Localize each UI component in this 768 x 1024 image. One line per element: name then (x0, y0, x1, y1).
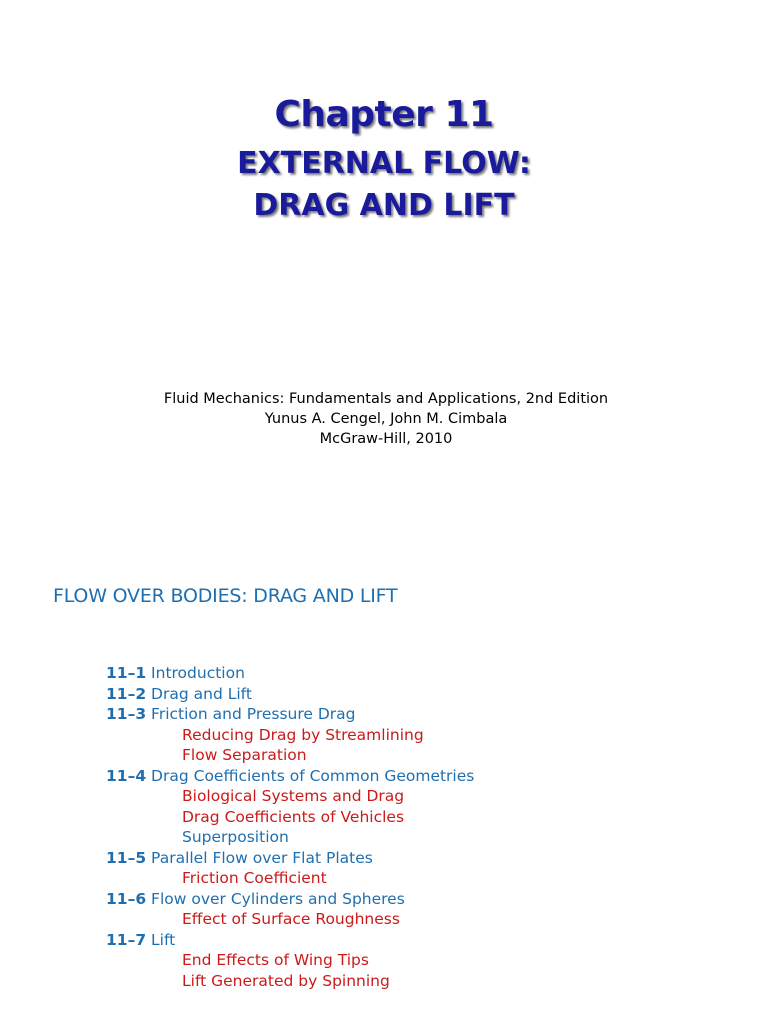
section-heading: FLOW OVER BODIES: DRAG AND LIFT (53, 585, 398, 607)
toc-section (106, 848, 474, 869)
toc-section-number: 11–3 (106, 705, 147, 723)
chapter-subtitle-line-1: EXTERNAL FLOW: (237, 146, 531, 181)
toc-section-label: Flow over Cylinders and Spheres (151, 889, 405, 908)
toc-subsection: Lift Generated by Spinning (182, 971, 390, 990)
toc-section-number: 11–5 (106, 848, 147, 867)
toc-section (106, 930, 474, 951)
toc-section (106, 684, 474, 705)
toc-section-label: Parallel Flow over Flat Plates (151, 848, 373, 867)
toc-section-label: Lift (151, 930, 176, 949)
toc-subsection: Effect of Surface Roughness (182, 910, 400, 928)
toc-section-number: 11–4 (106, 766, 147, 785)
toc-section (106, 766, 474, 787)
book-reference (0, 389, 768, 449)
toc-section-number: 11–2 (106, 684, 147, 703)
toc-section (106, 663, 474, 684)
toc-section-label: Drag Coefficients of Common Geometries (151, 766, 475, 785)
toc-subsection: Superposition (182, 828, 289, 846)
book-authors: Yunus A. Cengel, John M. Cimbala (264, 411, 508, 427)
chapter-subtitle-line-2: DRAG AND LIFT (253, 188, 515, 223)
chapter-title: Chapter 11 (274, 94, 494, 135)
toc-section-number: 11–1 (106, 664, 147, 682)
toc-subsection: Drag Coefficients of Vehicles (182, 807, 405, 826)
table-of-contents (106, 663, 474, 991)
toc-section-number: 11–6 (106, 889, 147, 908)
toc-section-label: Introduction (151, 664, 245, 682)
toc-section-label: Drag and Lift (151, 684, 252, 703)
book-publisher: McGraw-Hill, 2010 (319, 431, 453, 447)
toc-section-number: 11–7 (106, 930, 147, 949)
toc-subsection: Biological Systems and Drag (182, 787, 405, 805)
toc-section (106, 704, 474, 725)
toc-subsection: End Effects of Wing Tips (182, 951, 369, 969)
toc-section-label: Friction and Pressure Drag (151, 705, 356, 723)
book-title: Fluid Mechanics: Fundamentals and Applications, 2nd Edition (163, 391, 609, 407)
toc-subsection: Flow Separation (182, 746, 307, 764)
toc-section (106, 889, 474, 910)
toc-subsection: Reducing Drag by Streamlining (182, 725, 424, 744)
toc-subsection: Friction Coefficient (182, 869, 327, 887)
